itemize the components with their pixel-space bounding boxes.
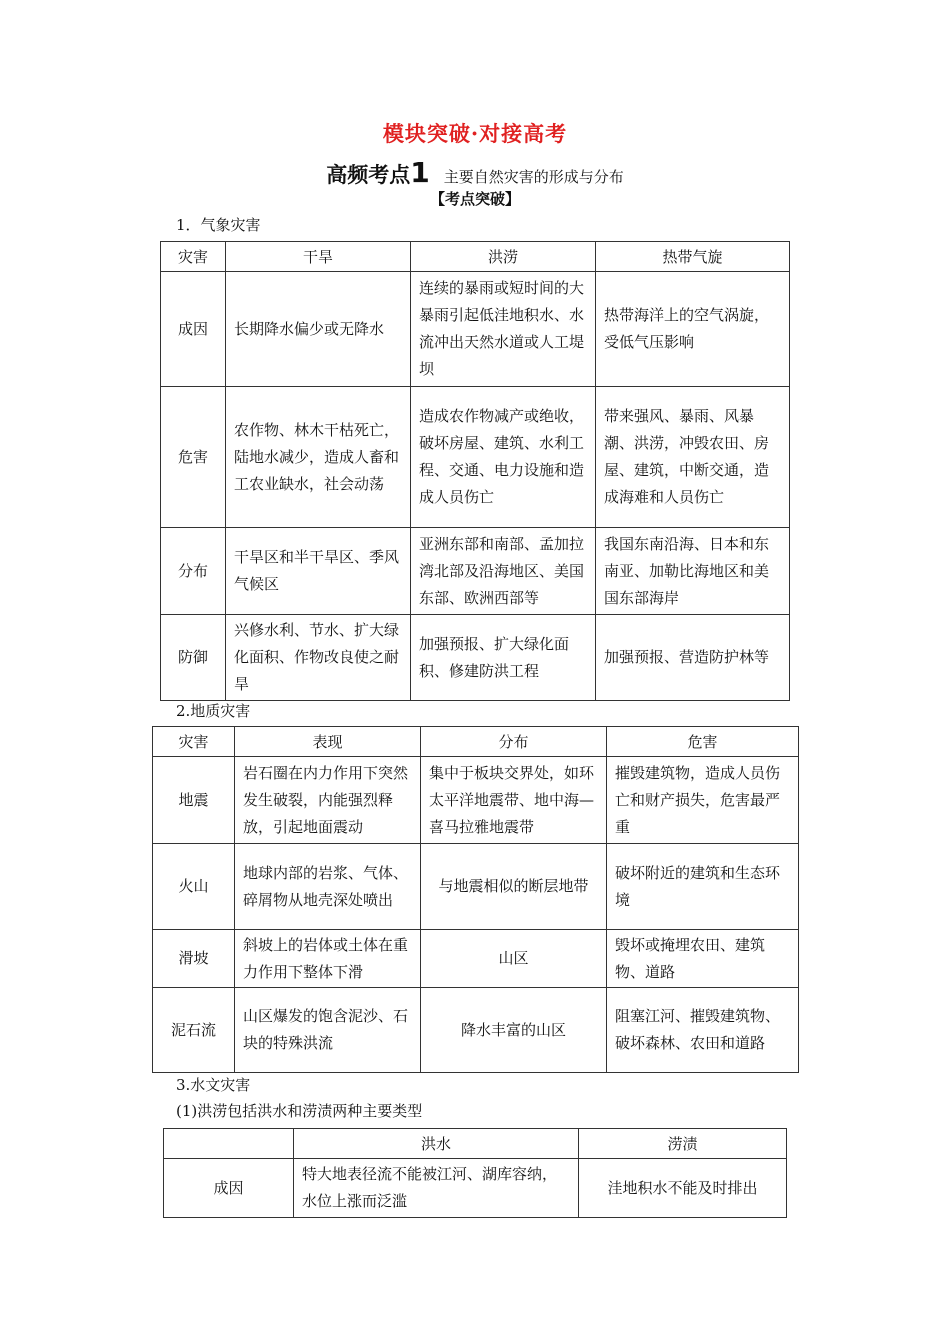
table-row: [161, 615, 790, 701]
table-cell: 干旱区和半干旱区、季风气候区: [226, 528, 411, 615]
table-cell: 山区: [421, 930, 607, 988]
table-row: [161, 272, 790, 387]
row-label: 成因: [164, 1159, 294, 1218]
table-row: [153, 930, 799, 988]
row-label: 滑坡: [153, 930, 235, 988]
table-header: 洪涝: [411, 242, 596, 272]
table-cell: 摧毁建筑物，造成人员伤亡和财产损失，危害最严重: [607, 757, 799, 844]
topic-text: 主要自然灾害的形成与分布: [443, 168, 624, 186]
row-label: 成因: [161, 272, 226, 387]
table-cell: 与地震相似的断层地带: [421, 844, 607, 930]
table-cell: 特大地表径流不能被江河、湖库容纳，水位上涨而泛滥: [294, 1159, 579, 1218]
table-cell: 兴修水利、节水、扩大绿化面积、作物改良使之耐旱: [226, 615, 411, 701]
hydrologic-disaster-table: [163, 1128, 787, 1218]
table-row: [153, 988, 799, 1073]
table-header: 热带气旋: [596, 242, 790, 272]
weather-disaster-table: [160, 241, 790, 701]
section-1-heading: 1．气象灾害: [176, 216, 261, 234]
table-cell: 洼地积水不能及时排出: [579, 1159, 787, 1218]
row-label: 危害: [161, 387, 226, 528]
table-row: [153, 844, 799, 930]
table-cell: 我国东南沿海、日本和东南亚、加勒比海地区和美国东部海岸: [596, 528, 790, 615]
table-cell: 连续的暴雨或短时间的大暴雨引起低洼地积水、水流冲出天然水道或人工堤坝: [411, 272, 596, 387]
table-header: 涝渍: [579, 1129, 787, 1159]
table-cell: 山区爆发的饱含泥沙、石块的特殊洪流: [235, 988, 421, 1073]
table-cell: 降水丰富的山区: [421, 988, 607, 1073]
topic-number: 1: [410, 156, 430, 189]
table-cell: 加强预报、扩大绿化面积、修建防洪工程: [411, 615, 596, 701]
topic-label: 高频考点: [326, 162, 411, 187]
table-row: [164, 1159, 787, 1218]
row-label: 泥石流: [153, 988, 235, 1073]
table-cell: 造成农作物减产或绝收，破坏房屋、建筑、水利工程、交通、电力设施和造成人员伤亡: [411, 387, 596, 528]
table-header: [164, 1129, 294, 1159]
table-header: 干旱: [226, 242, 411, 272]
topic-line: [0, 156, 950, 189]
table-header: 灾害: [153, 727, 235, 757]
table-cell: 亚洲东部和南部、孟加拉湾北部及沿海地区、美国东部、欧洲西部等: [411, 528, 596, 615]
table-row: [153, 757, 799, 844]
table-cell: 农作物、林木干枯死亡，陆地水减少，造成人畜和工农业缺水，社会动荡: [226, 387, 411, 528]
table-header: 危害: [607, 727, 799, 757]
table-header: 分布: [421, 727, 607, 757]
table-row: [161, 528, 790, 615]
table-cell: 集中于板块交界处，如环太平洋地震带、地中海—喜马拉雅地震带: [421, 757, 607, 844]
table-cell: 毁坏或掩埋农田、建筑物、道路: [607, 930, 799, 988]
row-label: 分布: [161, 528, 226, 615]
section-3-heading: 3.水文灾害: [176, 1076, 251, 1094]
table-cell: 加强预报、营造防护林等: [596, 615, 790, 701]
table-cell: 岩石圈在内力作用下突然发生破裂，内能强烈释放，引起地面震动: [235, 757, 421, 844]
section-3-subheading: (1)洪涝包括洪水和涝渍两种主要类型: [176, 1102, 423, 1120]
table-cell: 地球内部的岩浆、气体、碎屑物从地壳深处喷出: [235, 844, 421, 930]
table-cell: 长期降水偏少或无降水: [226, 272, 411, 387]
table-cell: 带来强风、暴雨、风暴潮、洪涝，冲毁农田、房屋、建筑，中断交通，造成海难和人员伤亡: [596, 387, 790, 528]
table-header: 灾害: [161, 242, 226, 272]
row-label: 防御: [161, 615, 226, 701]
table-cell: 破坏附近的建筑和生态环境: [607, 844, 799, 930]
row-label: 火山: [153, 844, 235, 930]
section-subheading: 【考点突破】: [429, 190, 520, 208]
table-header: 洪水: [294, 1129, 579, 1159]
section-2-heading: 2.地质灾害: [176, 702, 251, 720]
row-label: 地震: [153, 757, 235, 844]
table-cell: 斜坡上的岩体或土体在重力作用下整体下滑: [235, 930, 421, 988]
table-header: 表现: [235, 727, 421, 757]
page-title: 模块突破·对接高考: [382, 121, 568, 146]
geologic-disaster-table: [152, 726, 799, 1073]
table-cell: 阻塞江河、摧毁建筑物、破坏森林、农田和道路: [607, 988, 799, 1073]
table-row: [161, 387, 790, 528]
table-cell: 热带海洋上的空气涡旋，受低气压影响: [596, 272, 790, 387]
